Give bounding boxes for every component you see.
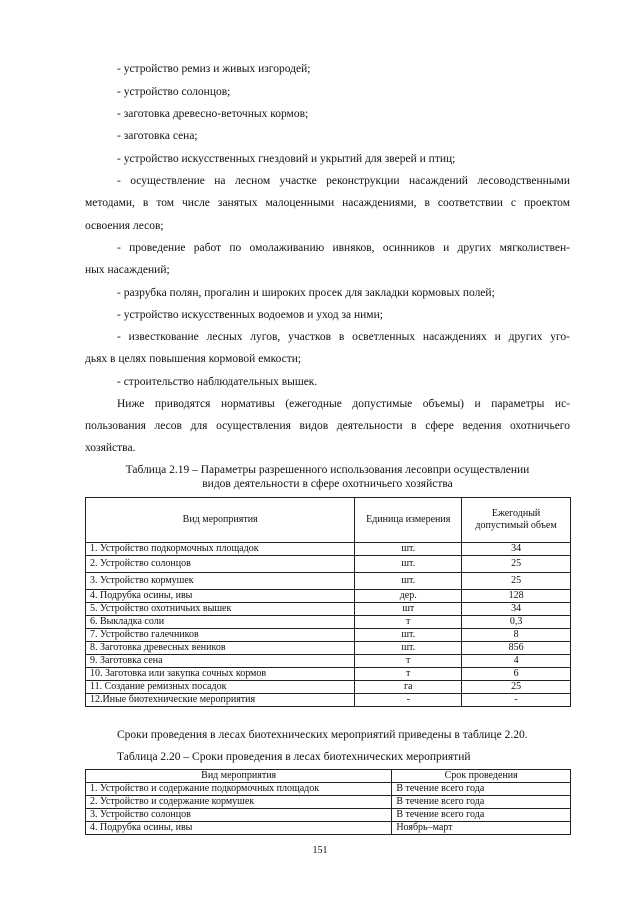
column-header: Единица измерения <box>355 498 462 543</box>
table-cell: В течение всего года <box>392 809 571 822</box>
table-cell: т <box>355 668 462 681</box>
paragraph-line: пользования лесов для осуществления видов деятельности в сфере ведения охотничьего <box>85 420 570 432</box>
table-cell: 128 <box>462 590 571 603</box>
list-item: - известкование лесных лугов, участков в осветленных насаждениях и других уго- <box>117 331 570 343</box>
table-cell: 4. Подрубка осины, ивы <box>86 822 392 835</box>
page-number: 151 <box>312 845 328 856</box>
table-row <box>86 629 571 642</box>
list-item-continuation: освоения лесов; <box>85 220 164 232</box>
table-row <box>86 642 571 655</box>
table-cell: - <box>462 694 571 707</box>
table-cell: 0,3 <box>462 616 571 629</box>
table-row <box>86 616 571 629</box>
parameters-table <box>85 497 571 707</box>
table-cell: 1. Устройство и содержание подкормочных площадок <box>86 783 392 796</box>
paragraph-line: Ниже приводятся нормативы (ежегодные допустимые объемы) и параметры ис- <box>117 398 570 410</box>
table-cell: 7. Устройство галечников <box>86 629 355 642</box>
table-row <box>86 694 571 707</box>
table-row <box>86 783 571 796</box>
table-cell: 6 <box>462 668 571 681</box>
table-cell: 10. Заготовка или закупка сочных кормов <box>86 668 355 681</box>
list-item-continuation: методами, в том числе занятых малоценными насаждениями, в соответствии с проектом <box>85 197 570 209</box>
table-cell: В течение всего года <box>392 783 571 796</box>
list-item: - заготовка древесно-веточных кормов; <box>117 108 309 120</box>
table-row <box>86 590 571 603</box>
table-row <box>86 573 571 590</box>
table-cell: 4 <box>462 655 571 668</box>
table-caption: видов деятельности в сфере охотничьего хозяйства <box>202 478 453 490</box>
table-cell: - <box>355 694 462 707</box>
table-caption: Таблица 2.19 – Параметры разрешенного использования лесовпри осуществлении <box>125 464 530 476</box>
column-header: Ежегодный допустимый объем <box>462 498 571 543</box>
list-item: - разрубка полян, прогалин и широких просек для закладки кормовых полей; <box>117 287 495 299</box>
table-cell: 25 <box>462 681 571 694</box>
table-cell: 34 <box>462 603 571 616</box>
table-row <box>86 809 571 822</box>
table-cell: дер. <box>355 590 462 603</box>
table-cell: т <box>355 655 462 668</box>
table-cell: 8 <box>462 629 571 642</box>
table-cell: 8. Заготовка древесных веников <box>86 642 355 655</box>
table-row <box>86 603 571 616</box>
table-cell: шт. <box>355 573 462 590</box>
table-cell: шт <box>355 603 462 616</box>
list-item: - заготовка сена; <box>117 130 198 142</box>
table-header-row <box>86 770 571 783</box>
column-header: Вид мероприятия <box>86 770 392 783</box>
table-cell: шт. <box>355 642 462 655</box>
table-cell: 5. Устройство охотничьих вышек <box>86 603 355 616</box>
table-row <box>86 796 571 809</box>
table-cell: 34 <box>462 543 571 556</box>
table-cell: 1. Устройство подкормочных площадок <box>86 543 355 556</box>
column-header: Вид мероприятия <box>86 498 355 543</box>
table-cell: 12.Иные биотехнические мероприятия <box>86 694 355 707</box>
table-cell: 4. Подрубка осины, ивы <box>86 590 355 603</box>
table-cell: 3. Устройство кормушек <box>86 573 355 590</box>
table-cell: 11. Создание ремизных посадок <box>86 681 355 694</box>
table-cell: 856 <box>462 642 571 655</box>
table-cell: шт. <box>355 543 462 556</box>
table-row <box>86 822 571 835</box>
table-cell: 25 <box>462 556 571 573</box>
table-cell: 6. Выкладка соли <box>86 616 355 629</box>
table-cell: 9. Заготовка сена <box>86 655 355 668</box>
column-header: Срок проведения <box>392 770 571 783</box>
schedule-table <box>85 769 571 835</box>
list-item: - устройство ремиз и живых изгородей; <box>117 63 311 75</box>
paragraph-line: Сроки проведения в лесах биотехнических мероприятий приведены в таблице 2.20. <box>117 729 528 741</box>
list-item: - устройство искусственных водоемов и уход за ними; <box>117 309 383 321</box>
list-item-continuation: ных насаждений; <box>85 264 170 276</box>
list-item: - осуществление на лесном участке реконструкции насаждений лесоводственными <box>117 175 570 187</box>
paragraph-line: хозяйства. <box>85 442 136 454</box>
list-item: - строительство наблюдательных вышек. <box>117 376 318 388</box>
table-cell: 2. Устройство и содержание кормушек <box>86 796 392 809</box>
table-cell: га <box>355 681 462 694</box>
table-cell: 3. Устройство солонцов <box>86 809 392 822</box>
table-header-row <box>86 498 571 543</box>
table-cell: т <box>355 616 462 629</box>
list-item-continuation: дьях в целях повышения кормовой емкости; <box>85 353 302 365</box>
table-cell: Ноябрь–март <box>392 822 571 835</box>
table-cell: В течение всего года <box>392 796 571 809</box>
table-cell: шт. <box>355 629 462 642</box>
table-row <box>86 655 571 668</box>
list-item: - проведение работ по омолаживанию ивняков, осинников и других мягколиствен- <box>117 242 570 254</box>
table-cell: 25 <box>462 573 571 590</box>
table-cell: шт. <box>355 556 462 573</box>
list-item: - устройство солонцов; <box>117 86 231 98</box>
table-row <box>86 543 571 556</box>
table-cell: 2. Устройство солонцов <box>86 556 355 573</box>
list-item: - устройство искусственных гнездовий и укрытий для зверей и птиц; <box>117 153 456 165</box>
table-caption: Таблица 2.20 – Сроки проведения в лесах биотехнических мероприятий <box>117 751 471 763</box>
table-row <box>86 556 571 573</box>
table-row <box>86 681 571 694</box>
table-row <box>86 668 571 681</box>
